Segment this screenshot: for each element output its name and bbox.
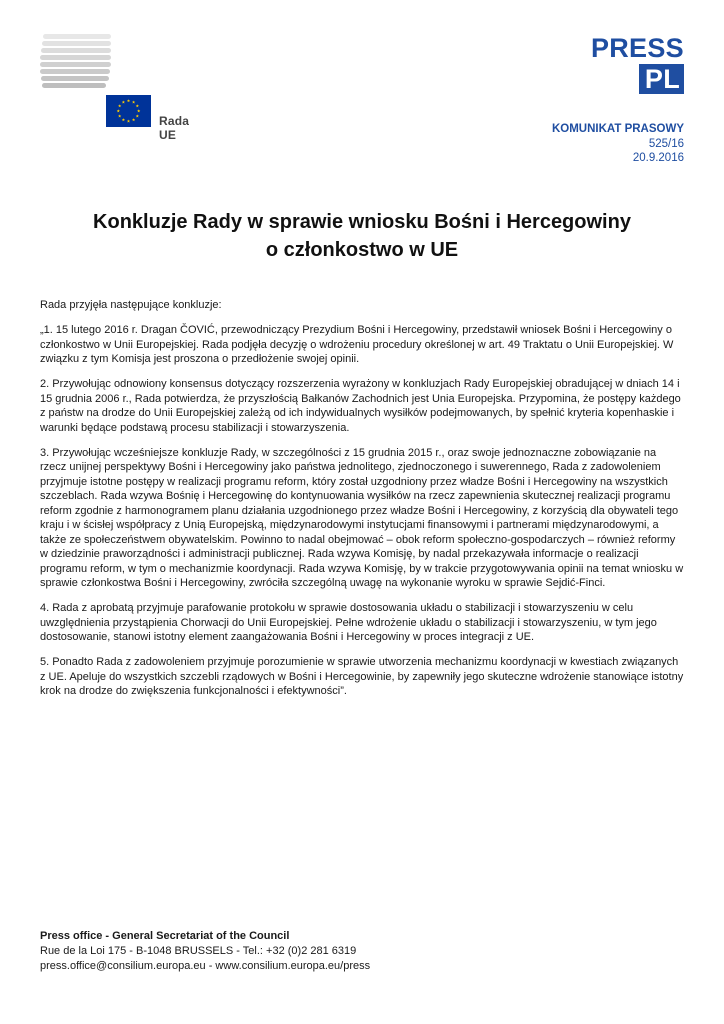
paragraph-2: 2. Przywołując odnowiony konsensus dotyczący rozszerzenia wyrażony w konkluzjach Rady Europejskiej obradującej w dniach 14 i 15 grudnia 2006 r., Rada potwierdza, że przyszłością Bałkanów Zachodnich jest Unia Europejska. Przypomina, że postępy każdego z państw na drodze do Unii Europejskiej zależą od ich indywidualnych wysiłków podejmowanych, by spełnić kryteria kopenhaskie i warunki będące podstawą procesu stabilizacji i stowarzyszenia. — [40, 378, 681, 434]
footer-address: Rue de la Loi 175 - B-1048 BRUSSELS - Tel.: +32 (0)2 281 6319 — [40, 944, 357, 957]
paragraph-5: 5. Ponadto Rada z zadowoleniem przyjmuje porozumienie w sprawie utworzenia mechanizmu koordynacji w kwestiach związanych z UE. Apeluje do wszystkich szczebli rządowych w Bośni i Hercegowinie, by zapewniły jego skuteczne wdrożenie stanowiące istotny krok na drodze do zwiększenia funkcjonalności i efektywności”. — [40, 656, 684, 697]
press-word: PRESS — [590, 33, 684, 63]
title-line-1: Konkluzje Rady w sprawie wniosku Bośni i Hercegowiny — [93, 211, 631, 233]
release-date: 20.9.2016 — [632, 152, 684, 164]
page-title — [40, 208, 684, 264]
language-badge: PL — [639, 64, 684, 94]
paragraph-4: 4. Rada z aprobatą przyjmuje parafowanie protokołu w sprawie dostosowania układu o stabilizacji i stowarzyszeniu w celu uwzględnienia przystąpienia Chorwacji do Unii Europejskiej. Pełne wdrożenie układu o stabilizacji i stowarzyszeniu, w tym jego dostosowanie, stanowi istotny element zaangażowania Bośni i Hercegowiny w proces integracji z UE. — [40, 602, 657, 643]
release-number: 525/16 — [648, 137, 684, 150]
press-mark — [591, 34, 684, 94]
footer-org: Press office - General Secretariat of the Council — [40, 930, 290, 942]
intro-paragraph: Rada przyjęła następujące konkluzje: — [40, 299, 222, 311]
footer — [40, 929, 370, 973]
release-type: KOMUNIKAT PRASOWY — [551, 123, 684, 135]
release-meta — [552, 122, 684, 166]
paragraph-1: „1. 15 lutego 2016 r. Dragan ČOVIĆ, przewodniczący Prezydium Bośni i Hercegowiny, przedstawił wniosek Bośni i Hercegowiny o członkostwo w Unii Europejskiej. Rada podjęła decyzję o wdrożeniu procedury określonej w art. 49 Traktatu o Unii Europejskiej. W związku z tym Komisja jest proszona o przedłożenie swojej opinii. — [40, 324, 674, 365]
paragraph-3: 3. Przywołując wcześniejsze konkluzje Rady, w szczególności z 15 grudnia 2015 r., oraz swoje jednoznaczne zobowiązanie na rzecz unijnej perspektywy Bośni i Hercegowiny jako państwa jednolitego, zjednoczonego i suwerennego, Rada z zadowoleniem przyjmuje istotne postępy w realizacji programu reform, który został uzgodniony przez władze Bośni i Hercegowiny na wszystkich szczeblach. Rada wzywa Bośnię i Hercegowinę do kontynuowania wysiłków na rzecz zapewnienia skutecznej realizacji programu reform zgodnie z harmonogramem planu działania uzgodnionego przez władze Bośni i Hercegowiny, z korzyścią dla obywateli tego kraju i w ścisłej współpracy z Unią Europejską, międzynarodowymi instytucjami finansowymi i partnerami międzynarodowymi, a także ze społeczeństwem obywatelskim. Powinno to nadal obejmować – obok reform społeczno-gospodarczych – również reformy w dziedzinie praworządności i administracji publicznej. Rada wzywa Komisję, by nadal przekazywała informacje o realizacji programu reform, w tym o mechanizmie koordynacji. Rada wzywa Komisję, by w trakcie przygotowywania opinii na temat wniosku w sprawie członkostwa Bośni i Hercegowiny, zwróciła szczególną uwagę na wykonanie wyroku w sprawie Sejdić-Finci. — [40, 446, 684, 589]
footer-contact: press.office@consilium.europa.eu - www.consilium.europa.eu/press — [40, 959, 371, 972]
press-release-body — [40, 298, 684, 709]
logo-text: Rada UE — [159, 114, 190, 142]
building-stack-icon — [40, 33, 112, 95]
title-line-2: o członkostwo w UE — [265, 239, 459, 261]
eu-flag-icon — [106, 95, 151, 127]
council-logo — [40, 33, 200, 142]
